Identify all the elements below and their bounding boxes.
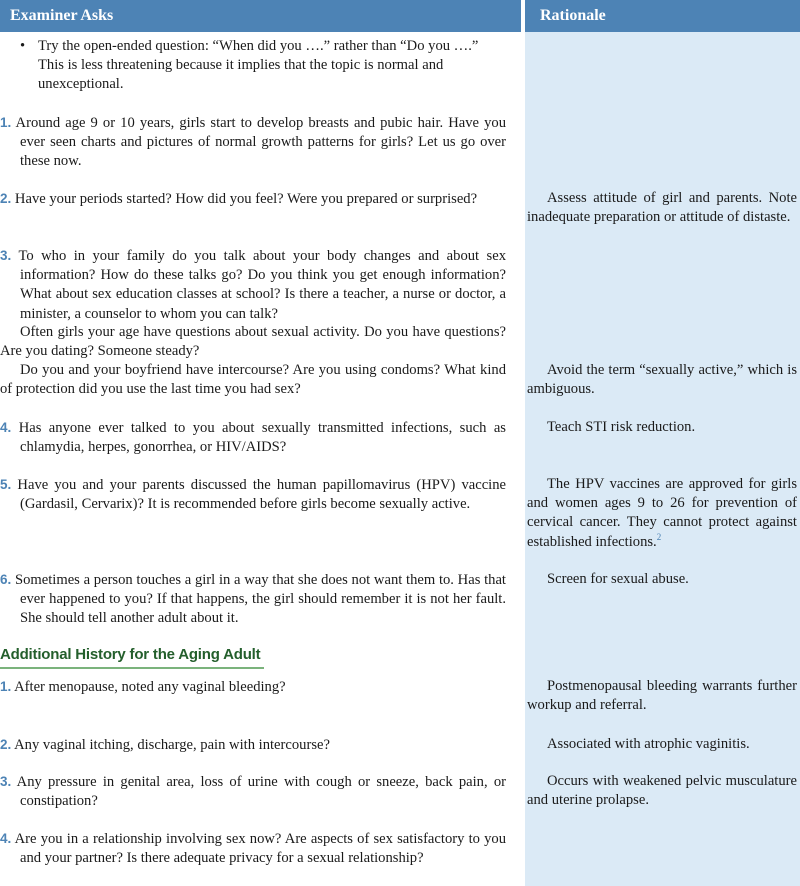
question-5: [0, 475, 506, 514]
aging-rationale-1: Postmenopausal bleeding warrants further workup and referral.: [527, 678, 797, 714]
question-2: [0, 189, 506, 209]
question-text: Often girls your age have questions about sexual activity. Do you have questions? Are you dating? Someone steady?: [0, 324, 506, 360]
rationale-5: [527, 475, 797, 552]
question-number: 3.: [0, 248, 12, 263]
rationale-4: Teach STI risk reduction.: [547, 419, 696, 435]
rationale-3: Avoid the term “sexually active,” which is ambiguous.: [527, 362, 797, 398]
question-1: [0, 113, 506, 172]
question-text: To who in your family do you talk about your body changes and about sex information? How do these talks go? Do you think you get enough information? What about sex education classes at school? Is there a teacher, a nurse or doctor, a minister, a counselor to whom you can talk?: [18, 248, 507, 322]
question-number: 2.: [0, 737, 12, 752]
bullet-item: [20, 37, 504, 95]
question-number: 1.: [0, 115, 12, 130]
question-text: Has anyone ever talked to you about sexually transmitted infections, such as chlamydia, herpes, gonorrhea, or HIV/AIDS?: [18, 420, 506, 456]
rationale-column-background: [521, 32, 800, 886]
aging-question-1: [0, 677, 506, 697]
bullet-text: Try the open-ended question: “When did you ….” rather than “Do you ….” This is less threatening because it implies that the topic is normal and unexceptional.: [38, 38, 479, 93]
aging-rationale-2: Associated with atrophic vaginitis.: [547, 736, 750, 752]
question-text: Any pressure in genital area, loss of urine with cough or sneeze, back pain, or constipation?: [16, 774, 506, 810]
question-4: [0, 418, 506, 457]
question-text: Do you and your boyfriend have intercourse? Are you using condoms? What kind of protection did you use the last time you had sex?: [0, 362, 506, 398]
question-number: 1.: [0, 679, 12, 694]
question-number: 2.: [0, 191, 12, 206]
question-text: Any vaginal itching, discharge, pain with intercourse?: [14, 737, 330, 753]
question-3-followup-b: [0, 361, 506, 399]
question-3-followup-a: [0, 323, 506, 361]
question-3: [0, 246, 506, 324]
question-text: Have your periods started? How did you feel? Were you prepared or surprised?: [14, 191, 478, 207]
rationale-2: Assess attitude of girl and parents. Note inadequate preparation or attitude of distaste.: [527, 190, 797, 226]
question-number: 4.: [0, 831, 12, 846]
question-text: Around age 9 or 10 years, girls start to develop breasts and pubic hair. Have you ever seen charts and pictures of normal growth patterns for girls? Let us go over these now.: [15, 115, 506, 170]
question-number: 6.: [0, 572, 12, 587]
header-divider: [521, 0, 525, 32]
aging-question-4: [0, 829, 506, 868]
bullet-mark: •: [20, 38, 26, 54]
section-title: Additional History for the Aging Adult: [0, 645, 264, 669]
question-text: Sometimes a person touches a girl in a way that she does not want them to. Has that ever happened to you? If that happens, the girl should remember it is not her fault. She should tell another adult about it.: [15, 572, 506, 627]
question-text: After menopause, noted any vaginal bleeding?: [14, 679, 286, 695]
question-number: 5.: [0, 477, 12, 492]
rationale-text: The HPV vaccines are approved for girls and women ages 9 to 26 for prevention of cervical cancer. They cannot protect against established infections.: [527, 476, 797, 550]
aging-rationale-3: Occurs with weakened pelvic musculature and uterine prolapse.: [527, 773, 797, 809]
column-header-rationale: Rationale: [540, 7, 606, 24]
question-text: Have you and your parents discussed the human papillomavirus (HPV) vaccine (Gardasil, Cervarix)? It is recommended before girls become sexually active.: [17, 477, 507, 513]
footnote-ref: 2: [656, 531, 662, 542]
column-header-examiner-asks: Examiner Asks: [10, 7, 114, 24]
question-text: Are you in a relationship involving sex now? Are aspects of sex satisfactory to you and your partner? Is there adequate privacy for a sexual relationship?: [14, 831, 506, 867]
aging-question-3: [0, 772, 506, 811]
question-6: [0, 570, 506, 629]
rationale-6: Screen for sexual abuse.: [547, 571, 689, 587]
question-number: 4.: [0, 420, 12, 435]
aging-question-2: [0, 735, 506, 755]
table-header: [0, 0, 800, 32]
question-number: 3.: [0, 774, 12, 789]
